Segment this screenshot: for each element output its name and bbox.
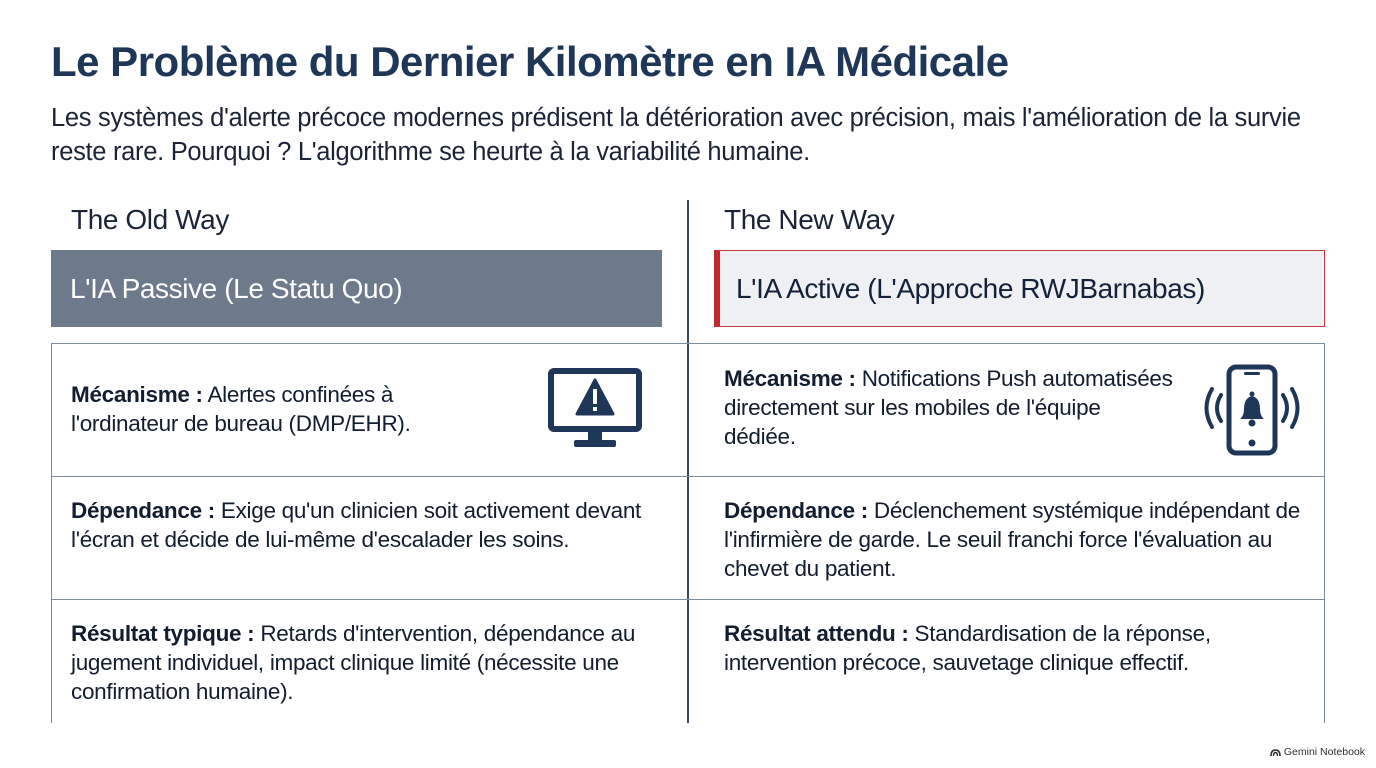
new-dependence-term: Dépendance : — [724, 498, 868, 523]
table-top-border — [51, 343, 1325, 344]
table-left-border — [51, 343, 52, 723]
new-dependence-text: Déclenchement systémique indépendant de l'infirmière de garde. Le seuil franchi force l'évaluation au chevet du patient. — [724, 498, 1300, 581]
desktop-warning-icon — [548, 368, 642, 452]
new-way-label: The New Way — [724, 204, 895, 235]
row-divider — [51, 476, 1325, 477]
old-mechanism-text: Alertes confinées à l'ordinateur de bureau (DMP/EHR). — [71, 382, 411, 436]
page-title: Le Problème du Dernier Kilomètre en IA Médicale — [51, 38, 1009, 85]
old-result-cell — [71, 619, 661, 706]
old-mechanism-cell — [71, 380, 451, 438]
new-result-text: Standardisation de la réponse, intervention précoce, sauvetage clinique effectif. — [724, 621, 1211, 675]
page-subtitle: Les systèmes d'alerte précoce modernes prédisent la détérioration avec précision, mais l'amélioration de la survie reste rare. Pourquoi ? L'algorithme se heurte à la variabilité humaine. — [51, 104, 1301, 166]
watermark — [1270, 746, 1365, 758]
old-dependence-cell — [71, 496, 651, 554]
old-result-term: Résultat typique : — [71, 621, 255, 646]
row-divider — [51, 599, 1325, 600]
active-ai-header: L'IA Active (L'Approche RWJBarnabas) — [714, 250, 1325, 327]
mobile-notification-icon — [1204, 364, 1300, 456]
notebook-logo-icon — [1270, 748, 1281, 757]
new-result-cell — [724, 619, 1314, 677]
new-dependence-cell — [724, 496, 1320, 583]
new-mechanism-text: Notifications Push automatisées directement sur les mobiles de l'équipe dédiée. — [724, 366, 1173, 449]
watermark-text: Gemini Notebook — [1283, 746, 1365, 758]
new-result-term: Résultat attendu : — [724, 621, 909, 646]
old-dependence-term: Dépendance : — [71, 498, 215, 523]
old-dependence-text: Exige qu'un clinicien soit activement devant l'écran et décide de lui-même d'escalader les soins. — [71, 498, 641, 552]
old-result-text: Retards d'intervention, dépendance au jugement individuel, impact clinique limité (nécessite une confirmation humaine). — [71, 621, 636, 704]
new-mechanism-cell — [724, 364, 1174, 451]
old-mechanism-term: Mécanisme : — [71, 382, 203, 407]
new-mechanism-term: Mécanisme : — [724, 366, 856, 391]
table-right-border — [1324, 343, 1325, 723]
old-way-label: The Old Way — [71, 204, 229, 235]
passive-ai-header: L'IA Passive (Le Statu Quo) — [51, 250, 662, 327]
column-divider — [687, 200, 689, 723]
